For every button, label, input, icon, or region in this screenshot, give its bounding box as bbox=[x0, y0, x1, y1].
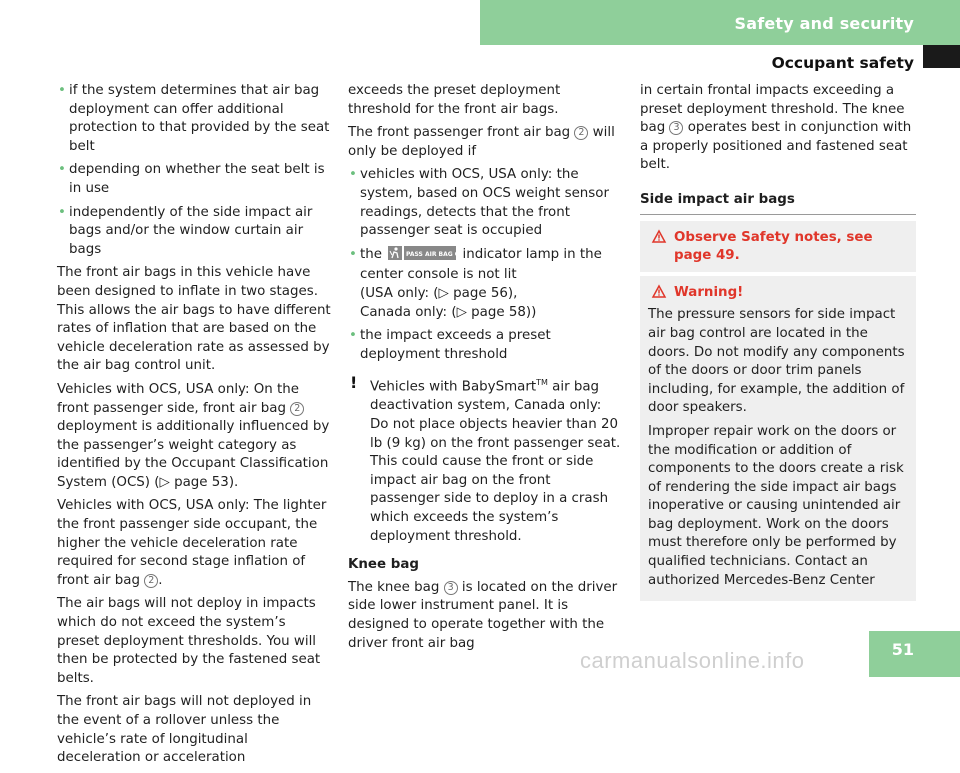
watermark: carmanualsonline.info bbox=[580, 648, 805, 673]
paragraph: The front air bags will not deployed in the event of a rollover unless the vehicle’s rate of longitudinal deceleration or acceleration bbox=[57, 694, 312, 766]
page-ref-arrow-icon: ▷ bbox=[159, 474, 170, 490]
paragraph: The front air bags in this vehicle have been designed to inflate in two stages. This allows the air bags to have different rates of inflation that are based on the vehicle deceleration rate as assessed by the air bag control unit. bbox=[57, 265, 331, 374]
warning-box bbox=[640, 276, 916, 602]
column-1 bbox=[57, 82, 332, 773]
paragraph: Vehicles with OCS, USA only: On the front passenger side, front air bag 2 deployment is additionally influenced by the passenger’s weight category as identified by the Occupant Classification System (OCS) (▷ page 53). bbox=[57, 381, 330, 490]
warning-title: Warning! bbox=[648, 284, 908, 303]
paragraph: Vehicles with OCS, USA only: The lighter the front passenger side occupant, the higher the vehicle deceleration rate required for second stage inflation of front air bag 2 . bbox=[57, 498, 327, 588]
list-item: • depending on whether the seat belt is in use bbox=[57, 161, 332, 198]
list-item: • vehicles with OCS, USA only: the system, based on OCS weight sensor readings, detects that the front passenger seat is occupied bbox=[348, 166, 624, 240]
note: ! Vehicles with BabySmart™ air bag deactivation system, Canada only: Do not place objects heavier than 20 lb (9 kg) on the front passenger seat. This could cause the front or side impact air bag on the front passenger side to deploy in a crash which exceeds the system’s deployment threshold. bbox=[350, 373, 621, 544]
heading-knee-bag: Knee bag bbox=[348, 557, 419, 573]
column-3 bbox=[640, 82, 916, 605]
callout-number: 2 bbox=[574, 126, 588, 140]
callout-number: 3 bbox=[669, 121, 683, 135]
warning-text: Improper repair work on the doors or the modification or addition of components to the doors create a risk of rendering the side impact air bags inoperative or causing unintended air bag deployment. Work on the doors must therefore only be performed by qualified technicians. Contact an authorized Mercedes-Benz Center bbox=[648, 423, 904, 588]
safety-notes-box bbox=[640, 221, 916, 272]
paragraph: exceeds the preset deployment threshold for the front air bags. bbox=[348, 83, 561, 117]
list-item: • the impact exceeds a preset deployment threshold bbox=[348, 327, 624, 364]
warning-text: The pressure sensors for side impact air bag control are located in the doors. Do not modify any components of the doors or door trim panels including, for example, the addition of door speakers. bbox=[648, 307, 905, 416]
warning-triangle-icon bbox=[652, 230, 666, 250]
airbag-indicator-lamp-icon bbox=[388, 246, 469, 267]
page-reference[interactable]: page 58)) bbox=[466, 304, 537, 320]
exclamation-icon: ! bbox=[350, 373, 358, 393]
section-title: Occupant safety bbox=[771, 54, 914, 72]
heading-side-impact-air-bags: Side impact air bags bbox=[640, 191, 916, 215]
list-item: • independently of the side impact air bags and/or the window curtain air bags bbox=[57, 204, 332, 260]
page-ref-arrow-icon: ▷ bbox=[456, 304, 467, 320]
chapter-title: Safety and security bbox=[734, 14, 914, 33]
paragraph: in certain frontal impacts exceeding a preset deployment threshold. The knee bag 3 operates best in conjunction with a properly positioned and fastened seat belt. bbox=[640, 83, 912, 173]
warning-triangle-icon bbox=[652, 285, 666, 305]
paragraph: The air bags will not deploy in impacts which do not exceed the system’s preset deployment thresholds. You will then be protected by the fastened seat belts. bbox=[57, 596, 321, 686]
page-reference[interactable]: page 56), bbox=[448, 285, 518, 301]
callout-number: 2 bbox=[290, 402, 304, 416]
callout-number: 2 bbox=[144, 574, 158, 588]
page-number-box bbox=[869, 631, 960, 677]
paragraph: The front passenger front air bag 2 will only be deployed if bbox=[348, 125, 615, 159]
paragraph: The knee bag 3 is located on the driver side lower instrument panel. It is designed to operate together with the driver front air bag bbox=[348, 579, 618, 651]
lamp-label: PASS AIR BAG OFF bbox=[406, 250, 469, 258]
column-2 bbox=[348, 82, 624, 658]
page-ref-arrow-icon: ▷ bbox=[438, 285, 449, 301]
callout-number: 3 bbox=[444, 581, 458, 595]
page-reference[interactable]: page 53). bbox=[169, 474, 239, 490]
list-item: • the PASS AIR BAG OFF indicator lamp in the center console is not lit (USA only: (▷ page 56), Canada only: (▷ page 58)) bbox=[348, 246, 624, 322]
list-item: • if the system determines that air bag deployment can offer additional protection to that provided by the seat belt bbox=[57, 82, 332, 156]
section-tab-marker bbox=[923, 45, 960, 68]
safety-notes-title[interactable]: Observe Safety notes, see page 49. bbox=[648, 229, 908, 266]
page-number: 51 bbox=[891, 640, 914, 659]
